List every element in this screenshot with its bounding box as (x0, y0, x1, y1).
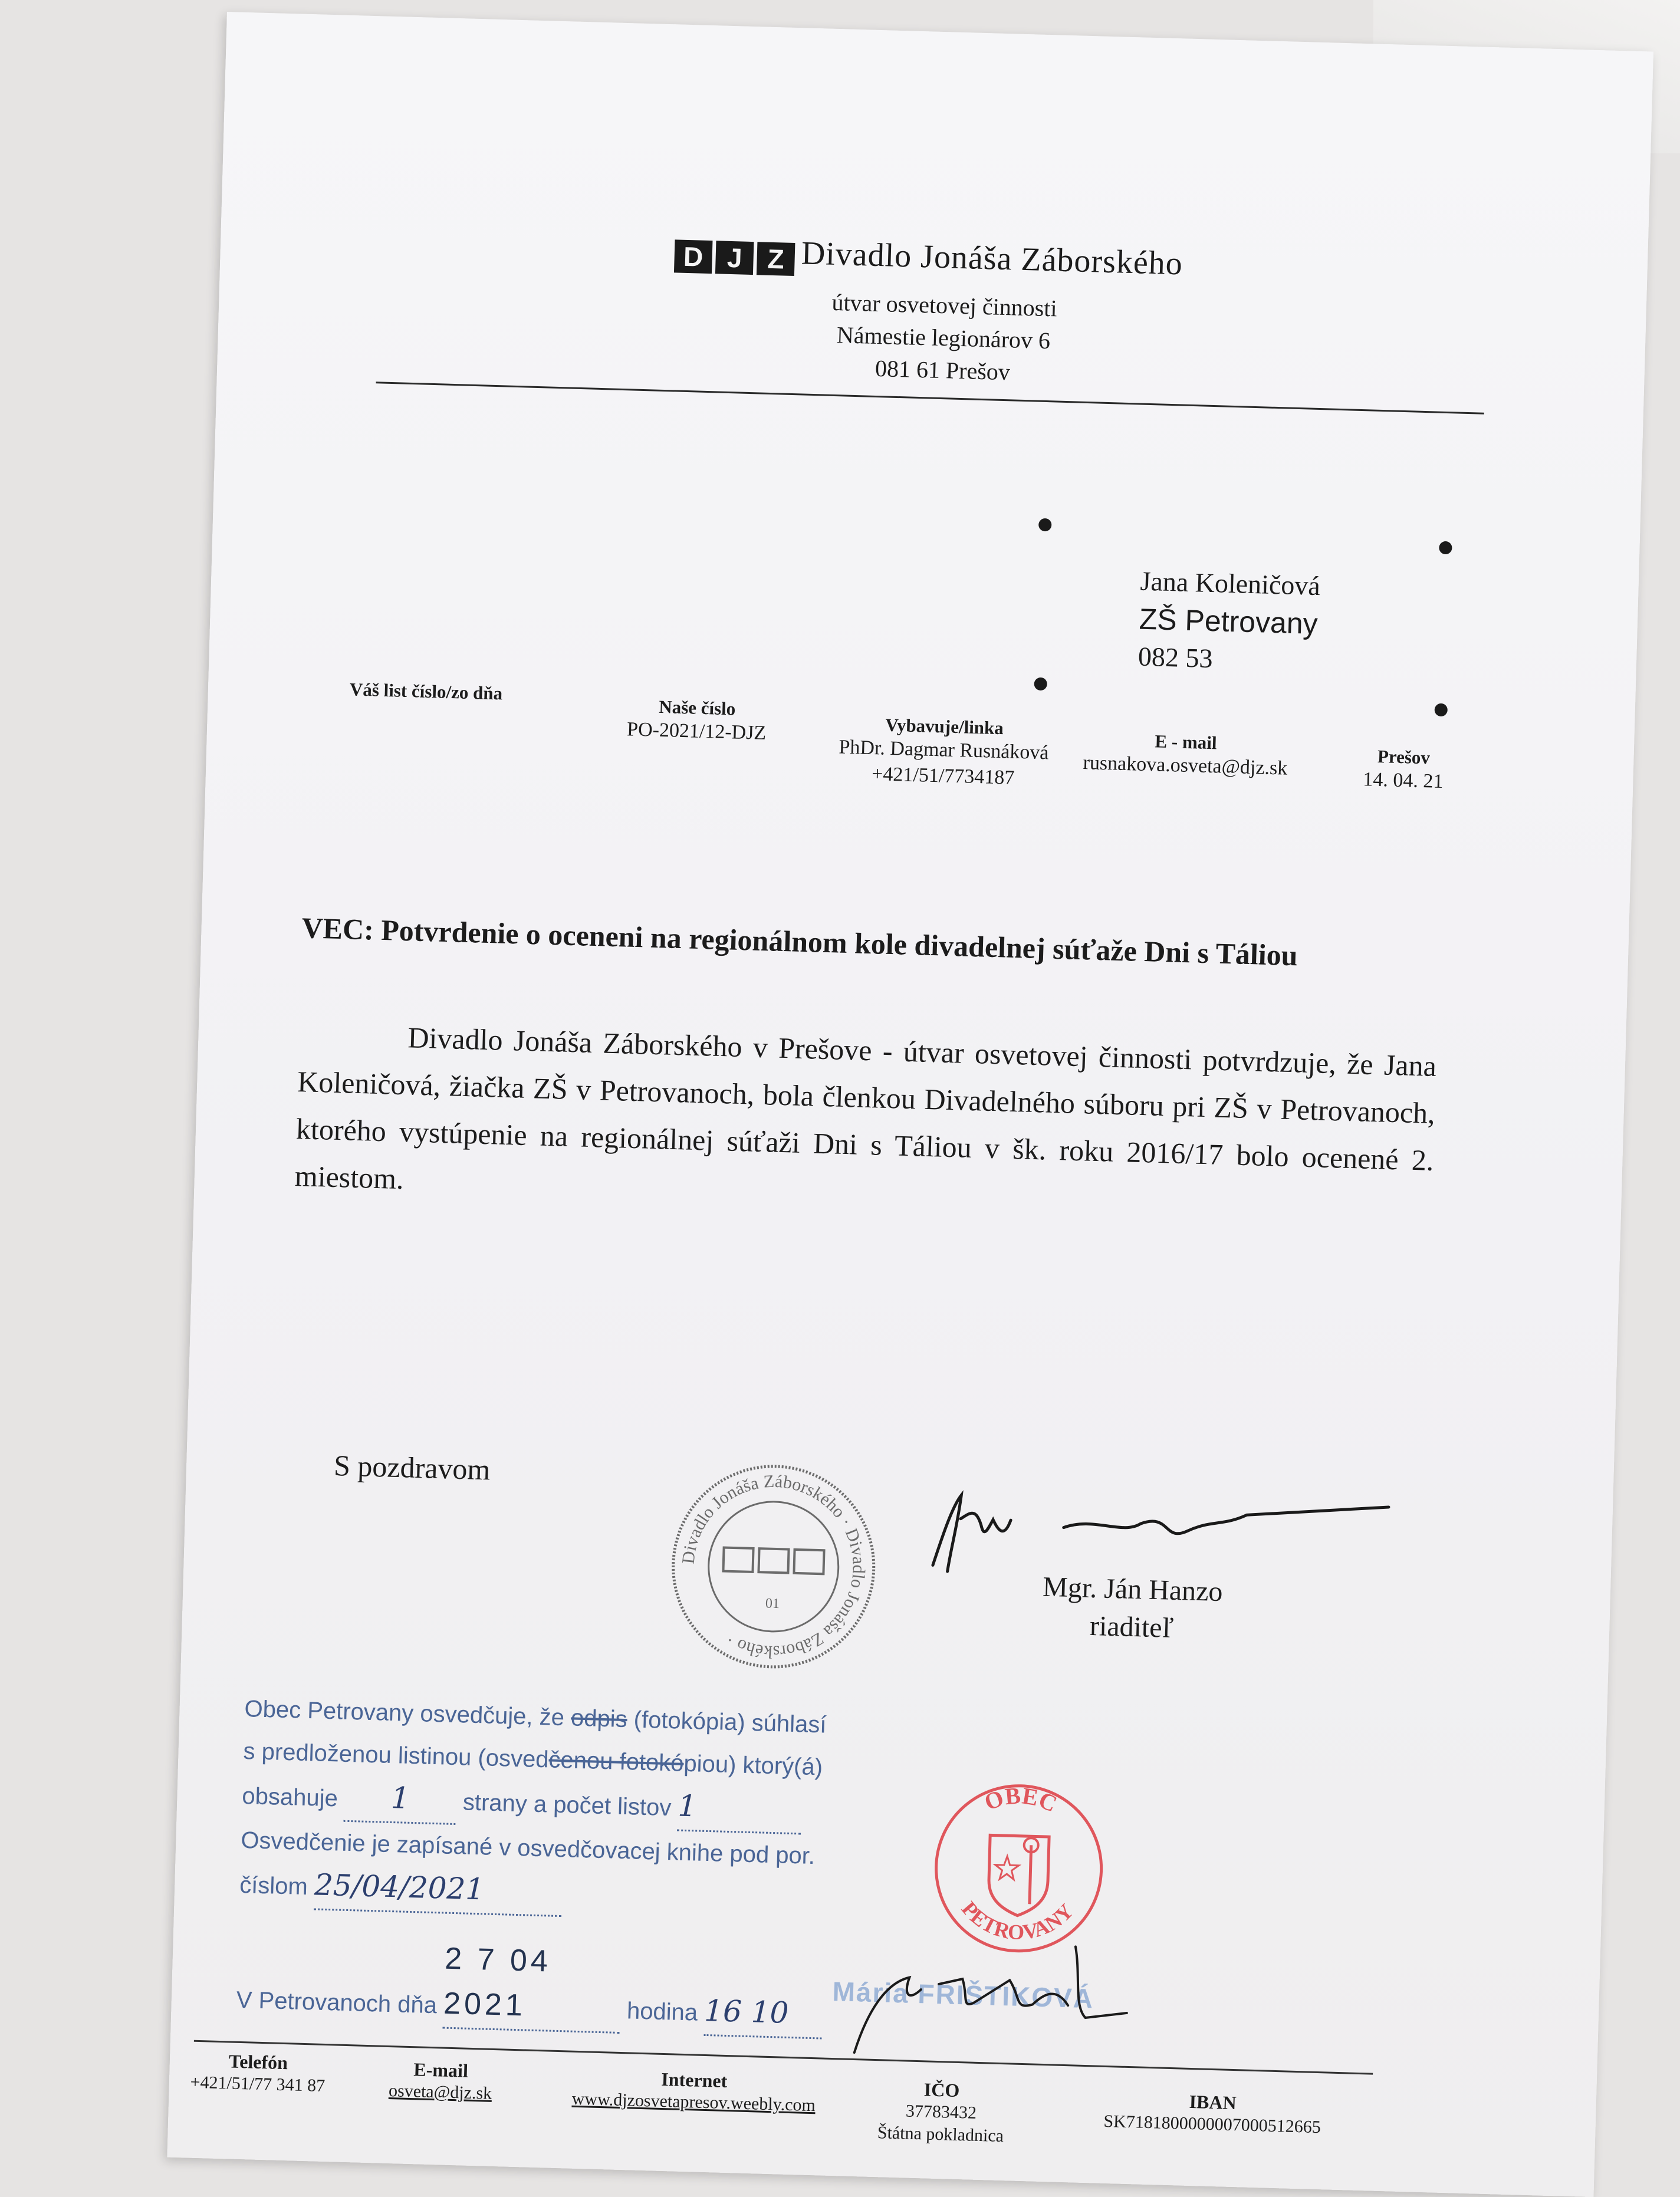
email-block (1049, 728, 1321, 782)
cert-line: V Petrovanoch dňa 2 7 04 2021 hodina 16 10 (236, 1932, 875, 2041)
logo-letter: D (674, 239, 713, 274)
cert-line: číslom 25/04/2021 (239, 1861, 877, 1926)
org-city: 081 61 Prešov (874, 354, 1011, 386)
coat-of-arms-icon (988, 1835, 1049, 1916)
signer-name: Mgr. Ján Hanzo (1042, 1571, 1224, 1608)
letter-date: 14. 04. 21 (1362, 768, 1444, 793)
footer-internet: Internet www.djzosvetapresov.weebly.com (546, 2065, 842, 2118)
our-number-block (584, 694, 810, 748)
sheets-handwritten: 1 (677, 1788, 698, 1824)
cert-line: obsahuje 1 strany a počet listov 1 (241, 1772, 879, 1837)
record-number-handwritten: 25/04/2021 (314, 1867, 485, 1907)
subject-line: VEC: Potvrdenie o oceneni na regionálnom kole divadelnej súťaže Dni s Táliou (301, 911, 1298, 972)
footer-ico: IČO 37783432 Štátna pokladnica (877, 2078, 1004, 2146)
letter-page (167, 12, 1653, 2197)
logo-letter: Z (757, 242, 795, 276)
window-mark (1034, 677, 1047, 691)
seal-ring-text: Divadlo Jonáša Záborského · Divadlo Jonáša Záborského · (678, 1471, 869, 1662)
signer-title: riaditeľ (1089, 1610, 1174, 1644)
footer-email-link[interactable]: osveta@djz.sk (388, 2081, 492, 2103)
logo-letter: J (715, 241, 754, 275)
footer-phone: Telefón +421/51/77 341 87 (190, 2050, 326, 2096)
footer-website-link[interactable]: www.djzosvetapresov.weebly.com (571, 2089, 816, 2116)
handled-by-phone: +421/51/7734187 (871, 763, 1015, 789)
recipient-name: Jana Koleničová (1139, 565, 1321, 601)
date-stamp: 2 7 04 2021 (443, 1941, 552, 2023)
your-letter-label: Váš list číslo/zo dňa (349, 679, 503, 704)
recipient-school: ZŠ Petrovany (1139, 602, 1319, 641)
recipient-postcode: 082 53 (1137, 641, 1214, 674)
hour-handwritten: 16 10 (703, 1993, 790, 2030)
cert-line: Osvedčenie je zapísané v osvedčovacej knihe pod por. (240, 1827, 816, 1870)
obec-seal-bottom: PETROVANY (956, 1897, 1079, 1945)
closing: S pozdravom (333, 1449, 491, 1486)
handled-by-block (801, 712, 1086, 793)
pages-handwritten: 1 (390, 1780, 410, 1816)
obec-seal-top: OBEC (981, 1782, 1061, 1818)
email-value: rusnakova.osveta@djz.sk (1083, 752, 1288, 780)
body-paragraph: Divadlo Jonáša Záborského v Prešove - útvar osvetovej činnosti potvrdzuje, že Jana Koleničová, žiačka ZŠ v Petrovanoch, bola členkou Divadelného súboru pri ZŠ v Petrovanoch, ktorého vystúpenie na regionálnej súťaži Dni s Táliou v šk. roku 2016/17 bolo ocenené 2. miestom. (294, 1021, 1437, 1196)
window-mark (1038, 518, 1052, 532)
certification-stamp (236, 1688, 882, 2041)
footer-iban: IBAN SK7181800000007000512665 (1103, 2090, 1321, 2137)
org-unit: útvar osvetovej činnosti (831, 288, 1058, 322)
cert-line: Obec Petrovany osvedčuje, že odpis (fotokópia) súhlasí (244, 1695, 827, 1738)
recipient-block (1137, 563, 1321, 680)
round-seal (665, 1458, 883, 1676)
official-name-stamp: Mária FRIŠTIKOVÁ (831, 1975, 1094, 2014)
window-mark (1439, 541, 1452, 555)
date-block (1326, 745, 1481, 796)
email-label: E - mail (1155, 731, 1218, 754)
signer-block (1007, 1567, 1257, 1650)
window-mark (1434, 703, 1448, 717)
header-rule (376, 381, 1484, 414)
org-street: Námestie legionárov 6 (836, 321, 1051, 354)
footer-email: E-mail osveta@djz.sk (363, 2057, 518, 2106)
our-number-label: Naše číslo (658, 696, 736, 719)
letter-body (294, 1011, 1437, 1231)
official-signature (819, 1916, 1200, 2068)
cert-line: s predloženou listinou (osvedčenou fotokópiou) ktorý(á) (243, 1738, 823, 1781)
org-name: Divadlo Jonáša Záborského (801, 235, 1183, 282)
handled-by-name: PhDr. Dagmar Rusnáková (839, 736, 1049, 764)
handled-by-label: Vybavuje/linka (885, 714, 1004, 739)
seal-number: 01 (765, 1596, 780, 1612)
seal-logo-icon (723, 1548, 824, 1574)
our-number: PO-2021/12-DJZ (626, 718, 767, 744)
place-label: Prešov (1377, 745, 1431, 768)
djz-logo (674, 239, 795, 276)
